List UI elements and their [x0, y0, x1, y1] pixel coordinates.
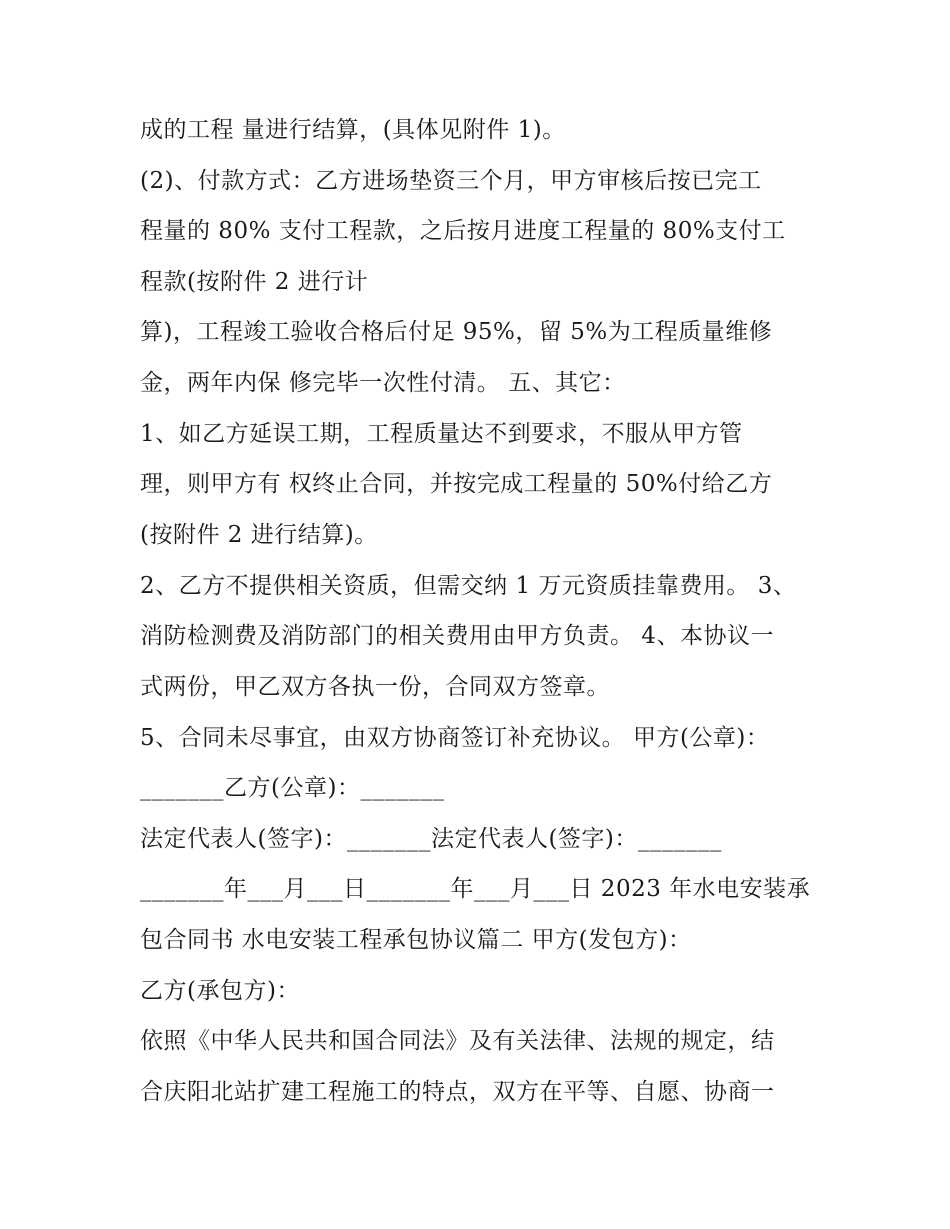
text-line: 乙方(承包方)：	[140, 978, 300, 1004]
text-line: 包合同书 水电安装工程承包协议篇二 甲方(发包方)：	[140, 927, 692, 953]
text-line: 5、合同未尽事宜，由双方协商签订补充协议。 甲方(公章)：	[140, 725, 770, 751]
text-line: 理，则甲方有 权终止合同，并按完成工程量的 50%付给乙方	[140, 471, 773, 497]
text-line: 依照《中华人民共和国合同法》及有关法律、法规的规定，结	[140, 1028, 775, 1054]
text-line: 程量的 80% 支付工程款，之后按月进度工程量的 80%支付工	[140, 218, 786, 244]
text-line: 2、乙方不提供相关资质，但需交纳 1 万元资质挂靠费用。 3、	[140, 573, 797, 599]
text-line: 成的工程 量进行结算，(具体见附件 1)。	[140, 117, 566, 143]
text-line: 程款(按附件 2 进行计	[140, 269, 369, 295]
text-line: (按附件 2 进行结算)。	[140, 522, 378, 548]
text-line: 金，两年内保 修完毕一次性付清。 五、其它：	[140, 370, 626, 396]
text-line: 1、如乙方延误工期，工程质量达不到要求，不服从甲方管	[140, 421, 743, 447]
text-line: 法定代表人(签字)：_______法定代表人(签字)：_______	[140, 826, 722, 852]
text-line: 式两份，甲乙双方各执一份，合同双方签章。	[140, 674, 610, 700]
text-line: 算)，工程竣工验收合格后付足 95%，留 5%为工程质量维修	[140, 319, 773, 345]
text-line: 消防检测费及消防部门的相关费用由甲方负责。 4、本协议一	[140, 623, 774, 649]
text-line: 合庆阳北站扩建工程施工的特点，双方在平等、自愿、协商一	[140, 1079, 775, 1105]
text-line: (2)、付款方式：乙方进场垫资三个月，甲方审核后按已完工	[140, 168, 762, 194]
text-line: _______年___月___日_______年___月___日 2023 年水电安装承	[140, 876, 811, 902]
text-line: _______乙方(公章)：_______	[140, 775, 445, 801]
